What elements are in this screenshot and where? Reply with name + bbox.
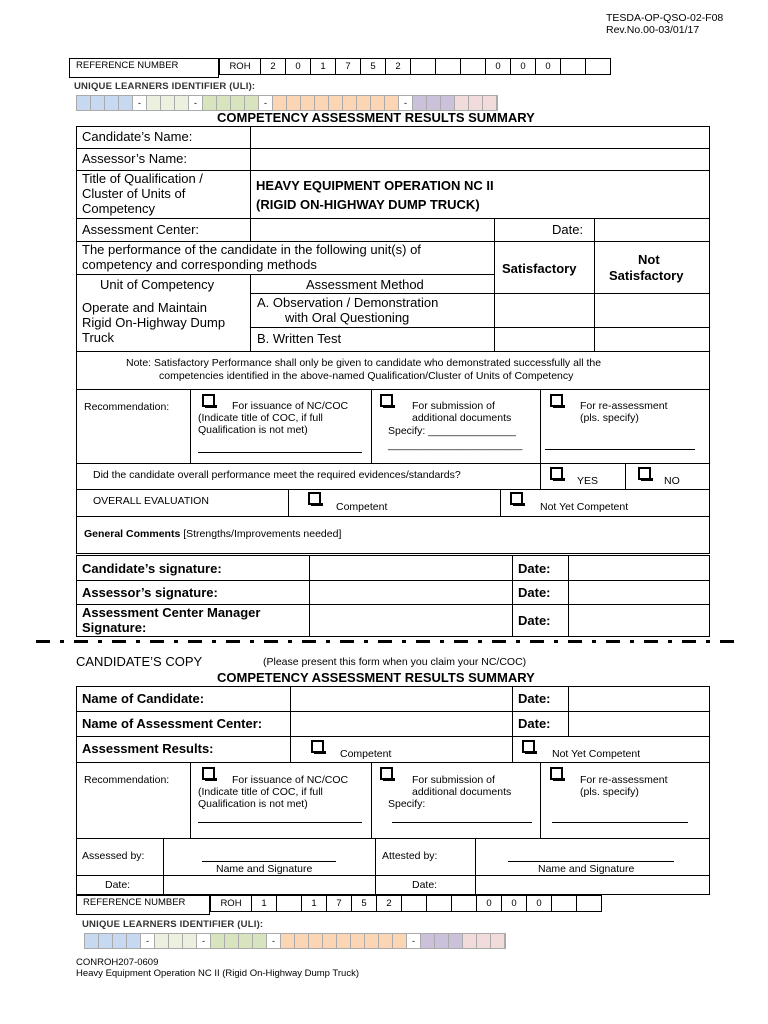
manager-signature-label-line1: Assessment Center Manager: [82, 605, 261, 620]
candidate-signature-field[interactable]: [311, 557, 511, 579]
copy-competent-label: Competent: [340, 748, 392, 760]
uli-box[interactable]: [77, 96, 91, 110]
candidate-name-field[interactable]: [252, 128, 708, 147]
attested-by-name-signature: Name and Signature: [538, 863, 635, 875]
uli-boxes: [76, 95, 498, 111]
name-of-assessment-center-label: Name of Assessment Center:: [82, 716, 263, 731]
assessed-by-name-signature: Name and Signature: [216, 863, 313, 875]
yes-label: YES: [577, 475, 599, 487]
submission-checkbox[interactable]: [380, 394, 393, 407]
page-title: COMPETENCY ASSESSMENT RESULTS SUMMARY: [217, 110, 535, 125]
reference-digit-cell[interactable]: 2: [261, 59, 286, 75]
uli-box[interactable]: [413, 96, 427, 110]
cut-line-dash: [364, 640, 368, 643]
reference-digit-cell[interactable]: [411, 59, 436, 75]
reference-digit-cell[interactable]: 0: [527, 896, 552, 912]
copy-reassessment-line1: For re-assessment: [580, 774, 668, 786]
assessment-center-field[interactable]: [252, 220, 492, 240]
reference-digit-cell[interactable]: [427, 896, 452, 912]
cut-line-dash: [644, 640, 658, 643]
qualification-label-line1: Title of Qualification /: [82, 171, 203, 186]
manager-signature-label-line2: Signature:: [82, 620, 147, 635]
candidate-signature-date-field[interactable]: [570, 557, 708, 579]
copy-date-label-1: Date:: [518, 691, 551, 706]
general-comments-field[interactable]: [78, 541, 708, 553]
name-of-candidate-label: Name of Candidate:: [82, 691, 205, 706]
method-a-line2: with Oral Questioning: [285, 310, 410, 325]
cut-line-dash: [682, 640, 696, 643]
reference-digit-cell[interactable]: [461, 59, 486, 75]
cut-line-dash: [440, 640, 444, 643]
reference-digit-cell[interactable]: 2: [377, 896, 402, 912]
uli-box[interactable]: [281, 934, 295, 948]
footer-title: Heavy Equipment Operation NC II (Rigid On-Highway Dump Truck): [76, 968, 359, 979]
reference-digit-cell[interactable]: 0: [502, 896, 527, 912]
unit-name-line1: Operate and Maintain: [82, 300, 208, 315]
performance-text-line1: The performance of the candidate in the following unit(s) of: [82, 242, 421, 257]
satisfactory-header: Satisfactory: [502, 261, 577, 276]
reference-digit-cell[interactable]: [277, 896, 302, 912]
overall-performance-question: Did the candidate overall performance meet the required evidences/standards?: [93, 469, 461, 481]
assessor-name-field[interactable]: [252, 150, 708, 169]
bottom-reference-number-row: [210, 895, 602, 912]
not-yet-competent-label: Not Yet Competent: [540, 501, 629, 513]
cut-line-dash: [112, 640, 126, 643]
cut-line-dash: [150, 640, 164, 643]
competent-label: Competent: [336, 501, 388, 513]
copy-reassessment-checkbox[interactable]: [550, 767, 563, 780]
assessor-signature-label: Assessor’s signature:: [82, 585, 218, 600]
reference-digit-cell[interactable]: 5: [352, 896, 377, 912]
performance-text-line2: competency and corresponding methods: [82, 257, 317, 272]
uli-box: -: [407, 934, 421, 948]
qualification-label-line2: Cluster of Units of: [82, 186, 186, 201]
copy-not-yet-competent-checkbox[interactable]: [522, 740, 535, 753]
reference-digit-cell[interactable]: 1: [252, 896, 277, 912]
cut-line-dash: [416, 640, 430, 643]
attested-by-label: Attested by:: [382, 850, 438, 862]
uli-box[interactable]: [183, 934, 197, 948]
uli-box[interactable]: [323, 934, 337, 948]
copy-submission-line1: For submission of: [412, 774, 495, 786]
uli-box[interactable]: [483, 96, 497, 110]
manager-signature-field[interactable]: [311, 606, 511, 635]
bottom-reference-label: REFERENCE NUMBER: [83, 897, 186, 908]
date-label: Date:: [552, 222, 584, 237]
cut-line-dash: [568, 640, 582, 643]
yes-checkbox[interactable]: [550, 467, 563, 480]
copy-issuance-line3: Qualification is not met): [198, 798, 308, 810]
cut-line-dash: [606, 640, 620, 643]
not-satisfactory-header-line1: Not: [638, 252, 660, 267]
cut-line-dash: [326, 640, 330, 643]
uli-box[interactable]: [357, 96, 371, 110]
assessment-method-header: Assessment Method: [306, 277, 424, 292]
assessor-name-label: Assessor’s Name:: [82, 151, 187, 166]
assessor-signature-date-field[interactable]: [570, 582, 708, 603]
candidate-signature-label: Candidate’s signature:: [82, 561, 222, 576]
uli-box[interactable]: [85, 934, 99, 948]
uli-box: -: [189, 96, 203, 110]
assessed-by-label: Assessed by:: [82, 850, 145, 862]
submission-specify[interactable]: Specify: _______________: [388, 425, 516, 437]
cut-line-dash: [378, 640, 392, 643]
issuance-line3: Qualification is not met): [198, 424, 308, 436]
uli-box[interactable]: [105, 96, 119, 110]
uli-box[interactable]: [449, 934, 463, 948]
copy-recommendation-label: Recommendation:: [84, 774, 170, 786]
cut-line-dash: [668, 640, 672, 643]
reference-digit-cell[interactable]: [561, 59, 586, 75]
reference-digit-cell[interactable]: 0: [286, 59, 311, 75]
method-b-satisfactory-cell[interactable]: [496, 329, 593, 350]
uli-box: -: [267, 934, 281, 948]
uli-box[interactable]: [435, 934, 449, 948]
submission-specify-line[interactable]: _______________________: [388, 439, 523, 451]
overall-evaluation-label: OVERALL EVALUATION: [93, 495, 209, 507]
cut-line-dash: [188, 640, 202, 643]
uli-box[interactable]: [463, 934, 477, 948]
method-a-line1: A. Observation / Demonstration: [257, 295, 439, 310]
uli-box[interactable]: [351, 934, 365, 948]
copy-date-label-2: Date:: [518, 716, 551, 731]
reference-digit-cell[interactable]: 0: [511, 59, 536, 75]
note-line1: Note: Satisfactory Performance shall only be given to candidate who demonstrated successfully all the: [126, 357, 602, 369]
issuance-line2: (Indicate title of COC, if full: [198, 412, 323, 424]
competent-checkbox[interactable]: [308, 492, 321, 505]
reference-number-row: [219, 58, 611, 75]
uli-box[interactable]: [169, 934, 183, 948]
copy-issuance-line2: (Indicate title of COC, if full: [198, 786, 323, 798]
reassessment-specify-line[interactable]: [545, 449, 695, 450]
method-a-satisfactory-cell[interactable]: [496, 295, 593, 326]
assessor-signature-date-label: Date:: [518, 585, 551, 600]
uli-box[interactable]: [225, 934, 239, 948]
qualification-title-line1: HEAVY EQUIPMENT OPERATION NC II: [256, 178, 494, 193]
cut-line-dash: [516, 640, 520, 643]
cut-line-dash: [302, 640, 316, 643]
uli-box[interactable]: [469, 96, 483, 110]
reference-label: REFERENCE NUMBER: [76, 60, 179, 71]
assessed-date-label: Date:: [105, 879, 131, 891]
copy-issuance-checkbox[interactable]: [202, 767, 215, 780]
uli-box[interactable]: [329, 96, 343, 110]
reference-digit-cell[interactable]: 1: [302, 896, 327, 912]
manager-signature-date-label: Date:: [518, 613, 551, 628]
reassessment-line1: For re-assessment: [580, 400, 668, 412]
uli-box[interactable]: [441, 96, 455, 110]
uli-box[interactable]: [127, 934, 141, 948]
recommendation-label: Recommendation:: [84, 401, 170, 413]
unit-name-line2: Rigid On-Highway Dump: [82, 315, 226, 330]
cut-line-dash: [530, 640, 544, 643]
uli-box[interactable]: [239, 934, 253, 948]
reference-digit-cell[interactable]: 7: [336, 59, 361, 75]
date-field[interactable]: [596, 220, 708, 240]
cut-line-dash: [136, 640, 140, 643]
reference-digit-cell[interactable]: [552, 896, 577, 912]
uli-box[interactable]: [161, 96, 175, 110]
uli-box[interactable]: [203, 96, 217, 110]
uli-box[interactable]: [253, 934, 267, 948]
cut-line-dash: [264, 640, 278, 643]
cut-line-dash: [74, 640, 88, 643]
assessor-signature-field[interactable]: [311, 582, 511, 603]
attested-date-label: Date:: [412, 879, 438, 891]
cut-line-dash: [592, 640, 596, 643]
uli-box[interactable]: [147, 96, 161, 110]
uli-box[interactable]: [295, 934, 309, 948]
note-line2: competencies identified in the above-named Qualification/Cluster of Units of Competency: [159, 370, 574, 382]
copy-date-field-2[interactable]: [570, 713, 708, 735]
not-yet-competent-checkbox[interactable]: [510, 492, 523, 505]
cut-line-dash: [288, 640, 292, 643]
cut-line-dash: [402, 640, 406, 643]
cut-line-dash: [492, 640, 506, 643]
method-b-not-satisfactory-cell[interactable]: [596, 329, 708, 350]
uli-box[interactable]: [379, 934, 393, 948]
bottom-uli-title: UNIQUE LEARNERS IDENTIFIER (ULI):: [82, 919, 264, 930]
uli-box[interactable]: [477, 934, 491, 948]
uli-box[interactable]: [211, 934, 225, 948]
submission-line1: For submission of: [412, 400, 495, 412]
reference-digit-cell[interactable]: ROH: [211, 896, 252, 912]
reference-digit-cell[interactable]: ROH: [220, 59, 261, 75]
qualification-label-line3: Competency: [82, 201, 155, 216]
copy-issuance-specify-line[interactable]: [198, 822, 362, 823]
copy-submission-checkbox[interactable]: [380, 767, 393, 780]
reference-digit-cell[interactable]: 7: [327, 896, 352, 912]
reference-digit-cell[interactable]: 1: [311, 59, 336, 75]
uli-box[interactable]: [371, 96, 385, 110]
no-label: NO: [664, 475, 680, 487]
reference-digit-cell[interactable]: [577, 896, 602, 912]
copy-not-yet-competent-label: Not Yet Competent: [552, 748, 641, 760]
issuance-specify-line[interactable]: [198, 452, 362, 453]
uli-box[interactable]: [273, 96, 287, 110]
uli-box[interactable]: [301, 96, 315, 110]
method-a-not-satisfactory-cell[interactable]: [596, 295, 708, 326]
cut-line: [36, 640, 736, 643]
manager-signature-date-field[interactable]: [570, 606, 708, 635]
uli-box[interactable]: [393, 934, 407, 948]
qualification-title-line2: (RIGID ON-HIGHWAY DUMP TRUCK): [256, 197, 480, 212]
cut-line-dash: [60, 640, 64, 643]
reference-digit-cell[interactable]: 0: [486, 59, 511, 75]
cut-line-dash: [36, 640, 50, 643]
name-of-candidate-field[interactable]: [292, 688, 510, 710]
reference-digit-cell[interactable]: [402, 896, 427, 912]
candidate-signature-date-label: Date:: [518, 561, 551, 576]
uli-box: -: [133, 96, 147, 110]
cut-line-dash: [250, 640, 254, 643]
uli-box[interactable]: [245, 96, 259, 110]
uli-box[interactable]: [119, 96, 133, 110]
uli-box[interactable]: [99, 934, 113, 948]
bottom-uli-boxes: [84, 933, 506, 949]
copy-issuance-line1: For issuance of NC/COC: [232, 774, 349, 786]
uli-box: -: [259, 96, 273, 110]
reference-label-cell: [69, 58, 219, 78]
not-satisfactory-header-line2: Satisfactory: [609, 268, 684, 283]
general-comments-label: General Comments [Strengths/Improvements needed]: [84, 528, 342, 540]
uli-box[interactable]: [175, 96, 189, 110]
attested-by-signature-line[interactable]: [508, 861, 674, 862]
uli-box[interactable]: [385, 96, 399, 110]
copy-reassessment-specify-line[interactable]: [552, 822, 688, 823]
cut-line-dash: [554, 640, 558, 643]
copy-submission-specify: Specify:: [388, 798, 426, 810]
uli-box[interactable]: [365, 934, 379, 948]
revision-number: Rev.No.00-03/01/17: [606, 24, 700, 36]
reference-digit-cell[interactable]: 0: [536, 59, 561, 75]
cut-line-dash: [630, 640, 634, 643]
copy-competent-checkbox[interactable]: [311, 740, 324, 753]
uli-box[interactable]: [155, 934, 169, 948]
unit-of-competency-header: Unit of Competency: [100, 277, 215, 292]
reassessment-line2: (pls. specify): [580, 412, 639, 424]
reference-digit-cell[interactable]: [436, 59, 461, 75]
uli-box[interactable]: [91, 96, 105, 110]
cut-line-dash: [212, 640, 216, 643]
uli-box[interactable]: [217, 96, 231, 110]
reference-digit-cell[interactable]: [452, 896, 477, 912]
cut-line-dash: [226, 640, 240, 643]
bottom-reference-label-cell: [76, 895, 210, 915]
attested-date-field[interactable]: [477, 877, 708, 893]
issuance-checkbox[interactable]: [202, 394, 215, 407]
uli-box[interactable]: [421, 934, 435, 948]
submission-line2: additional documents: [412, 412, 512, 424]
method-b: B. Written Test: [257, 331, 342, 346]
reference-digit-cell[interactable]: 2: [386, 59, 411, 75]
reference-digit-cell[interactable]: 5: [361, 59, 386, 75]
uli-box[interactable]: [455, 96, 469, 110]
reassessment-checkbox[interactable]: [550, 394, 563, 407]
assessed-date-field[interactable]: [165, 877, 373, 893]
uli-box: -: [197, 934, 211, 948]
copy-reassessment-line2: (pls. specify): [580, 786, 639, 798]
cut-line-dash: [340, 640, 354, 643]
reference-digit-cell[interactable]: 0: [477, 896, 502, 912]
unit-name-line3: Truck: [82, 330, 115, 345]
uli-box: -: [399, 96, 413, 110]
cut-line-dash: [98, 640, 102, 643]
footer-code: CONROH207-0609: [76, 957, 159, 968]
assessment-center-label: Assessment Center:: [82, 222, 200, 237]
copy-submission-line2: additional documents: [412, 786, 512, 798]
cut-line-dash: [478, 640, 482, 643]
candidate-copy-title: COMPETENCY ASSESSMENT RESULTS SUMMARY: [217, 670, 535, 685]
uli-box: -: [141, 934, 155, 948]
cut-line-dash: [174, 640, 178, 643]
candidate-copy-label: CANDIDATE’S COPY: [76, 654, 203, 669]
uli-box[interactable]: [343, 96, 357, 110]
no-checkbox[interactable]: [638, 467, 651, 480]
candidate-name-label: Candidate’s Name:: [82, 129, 193, 144]
name-of-assessment-center-field[interactable]: [292, 713, 510, 735]
copy-date-field-1[interactable]: [570, 688, 708, 710]
candidate-copy-note: (Please present this form when you claim your NC/COC): [263, 656, 527, 668]
issuance-line1: For issuance of NC/COC: [232, 400, 349, 412]
uli-box[interactable]: [427, 96, 441, 110]
copy-submission-specify-line[interactable]: [392, 822, 532, 823]
cut-line-dash: [720, 640, 734, 643]
assessed-by-signature-line[interactable]: [202, 861, 336, 862]
cut-line-dash: [706, 640, 710, 643]
uli-box[interactable]: [231, 96, 245, 110]
reference-digit-cell[interactable]: [586, 59, 611, 75]
assessment-results-label: Assessment Results:: [82, 741, 214, 756]
cut-line-dash: [454, 640, 468, 643]
form-code: TESDA-OP-QSO-02-F08: [606, 12, 724, 24]
uli-box[interactable]: [491, 934, 505, 948]
uli-title: UNIQUE LEARNERS IDENTIFIER (ULI):: [74, 81, 256, 92]
uli-box[interactable]: [287, 96, 301, 110]
uli-box[interactable]: [113, 934, 127, 948]
uli-box[interactable]: [315, 96, 329, 110]
uli-box[interactable]: [309, 934, 323, 948]
uli-box[interactable]: [337, 934, 351, 948]
